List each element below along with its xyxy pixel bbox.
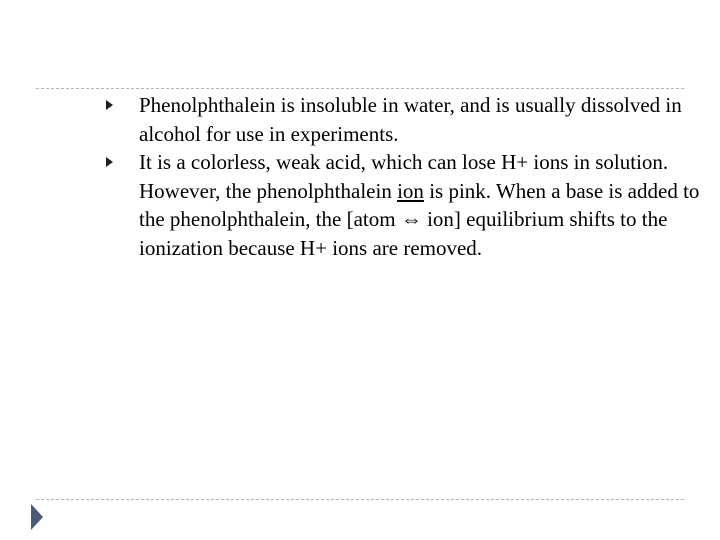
- bullet-text-part: is pink. When a base is added to the phenolphthalein, the [atom ⇔ ion] equilibrium shifts to the ionization because H+ ions are removed.: [139, 178, 700, 260]
- slide-body: [106, 91, 706, 262]
- bullet-text: [139, 91, 706, 148]
- bullet-item: [106, 91, 706, 148]
- bullet-item: [106, 148, 706, 262]
- next-slide-arrow-icon[interactable]: [31, 504, 43, 530]
- bullet-text: [139, 148, 706, 262]
- bullet-text-part: Phenolphthalein is insoluble in water, and is usually dissolved in alcohol for use in experiments.: [139, 93, 682, 146]
- triangle-bullet-icon: [106, 157, 113, 167]
- triangle-bullet-icon: [106, 100, 113, 110]
- bottom-divider: [36, 499, 684, 500]
- top-divider: [36, 88, 684, 89]
- next-slide-arrow-shape: [31, 504, 43, 530]
- underlined-word: ion: [397, 178, 424, 203]
- bullet-text-part: It is a colorless, weak acid, which can lose H+ ions in solution. However, the phenolphthalein: [139, 150, 669, 203]
